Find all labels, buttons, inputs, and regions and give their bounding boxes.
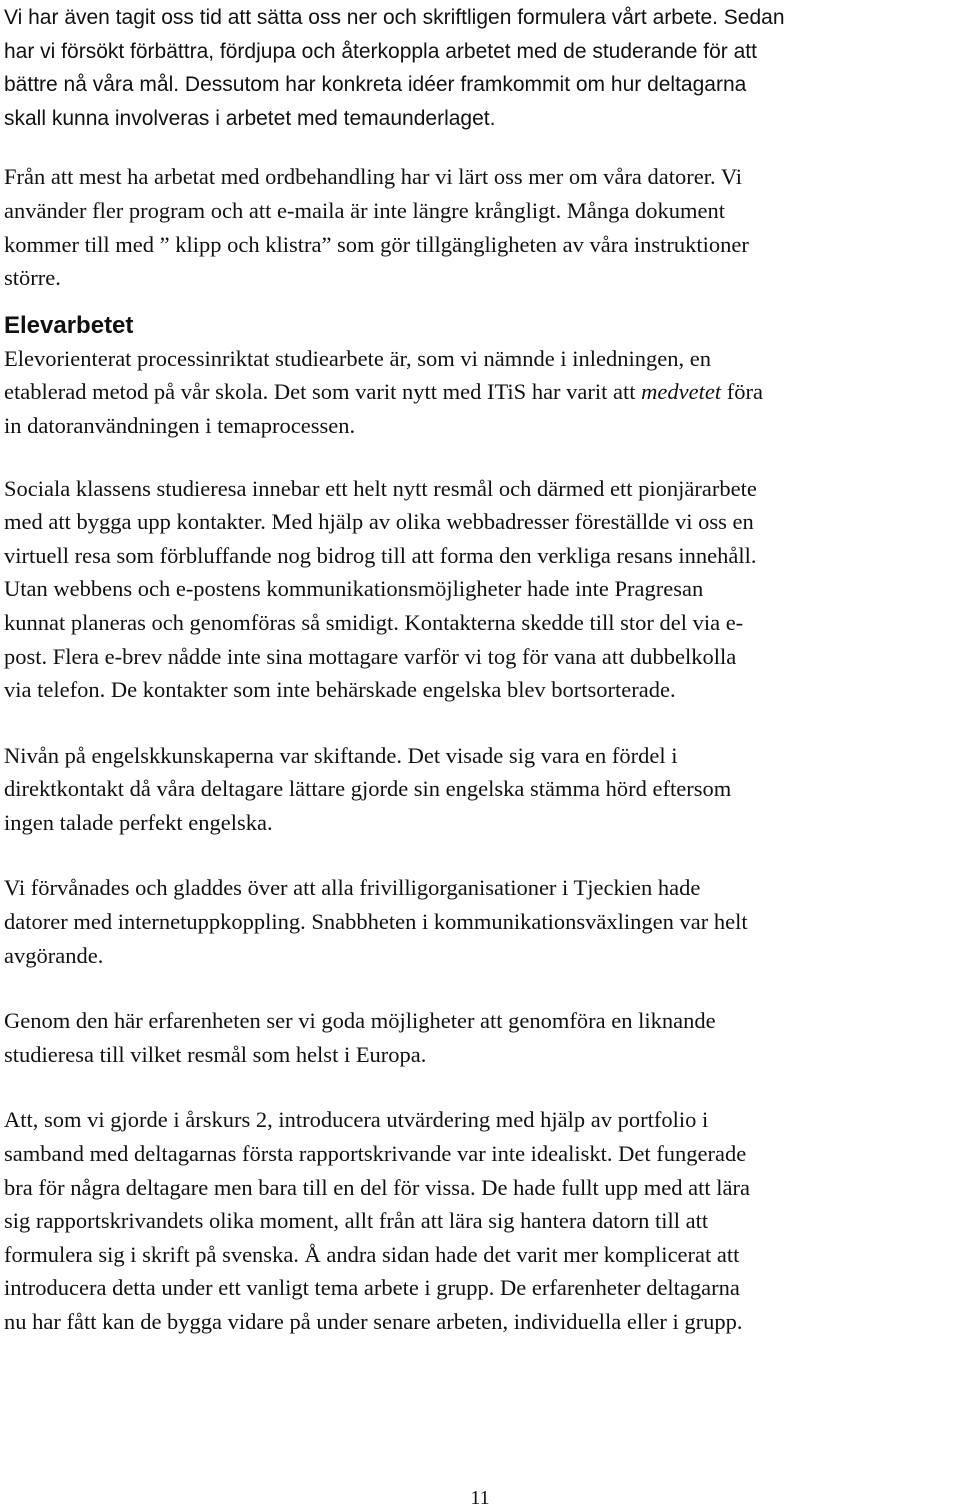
text-segment: etablerad metod på vår skola. Det som varit nytt med ITiS har varit att: [4, 379, 642, 405]
document-page: [4, 0, 954, 1339]
text-line: formulera sig i skrift på svenska. Å andra sidan hade det varit mer komplicerat att: [4, 1241, 740, 1267]
emphasized-word: medvetet: [641, 379, 722, 405]
section-heading: Elevarbetet: [4, 311, 134, 339]
text-line: Utan webbens och e-postens kommunikationsmöjligheter hade inte Pragresan: [4, 576, 704, 602]
paragraph-intro: [4, 1, 954, 135]
text-line: Elevorienterat processinriktat studiearbete är, som vi nämnde i inledningen, en: [4, 345, 711, 371]
text-line: direktkontakt då våra deltagare lättare gjorde sin engelska stämma hörd eftersom: [4, 776, 732, 802]
paragraph-portfolio: [4, 1103, 954, 1338]
text-line: använder fler program och att e-maila är inte längre krångligt. Många dokument: [4, 197, 725, 223]
text-line: samband med deltagarnas första rapportskrivande var inte idealiskt. Det fungerade: [4, 1141, 747, 1167]
text-line: studieresa till vilket resmål som helst i Europa.: [4, 1041, 427, 1067]
text-line: in datoranvändningen i temaprocessen.: [4, 412, 356, 438]
paragraph-gap: [4, 972, 954, 1002]
text-line: skall kunna involveras i arbetet med temaunderlaget.: [4, 106, 496, 130]
text-line: Vi förvånades och gladdes över att alla frivilligorganisationer i Tjeckien hade: [4, 875, 701, 901]
paragraph-elevarbetet: [4, 342, 954, 443]
text-line: bra för några deltagare men bara till en del för vissa. De hade fullt upp med att lära: [4, 1174, 750, 1200]
text-line: [4, 375, 954, 409]
paragraph-gap: [4, 1071, 954, 1101]
text-line: ingen talade perfekt engelska.: [4, 809, 273, 835]
text-line: bättre nå våra mål. Dessutom har konkreta idéer framkommit om hur deltagarna: [4, 73, 747, 97]
text-line: avgörande.: [4, 942, 104, 968]
paragraph-gap: [4, 839, 954, 869]
text-line: Att, som vi gjorde i årskurs 2, introducera utvärdering med hjälp av portfolio i: [4, 1107, 709, 1133]
page-number: 11: [470, 1487, 490, 1509]
text-line: nu har fått kan de bygga vidare på under senare arbeten, individuella eller i grupp.: [4, 1309, 743, 1334]
paragraph-engelska: [4, 739, 954, 840]
text-line: kommer till med ” klipp och klistra” som gör tillgängligheten av våra instruktioner: [4, 231, 749, 257]
paragraph-gap: [4, 707, 954, 737]
text-line: Vi har även tagit oss tid att sätta oss ner och skriftligen formulera vårt arbete. Sedan: [4, 6, 785, 29]
text-line: via telefon. De kontakter som inte behärskade engelska blev bortsorterade.: [4, 677, 676, 703]
text-segment: föra: [721, 379, 763, 405]
text-line: med att bygga upp kontakter. Med hjälp av olika webbadresser föreställde vi oss en: [4, 509, 754, 535]
text-line: datorer med internetuppkoppling. Snabbheten i kommunikationsväxlingen var helt: [4, 909, 748, 935]
text-line: post. Flera e-brev nådde inte sina mottagare varför vi tog för vana att dubbelkolla: [4, 643, 737, 669]
paragraph-europa: [4, 1004, 954, 1071]
paragraph-studieresa: [4, 472, 954, 707]
paragraph-tjeckien: [4, 871, 954, 972]
text-line: Från att mest ha arbetat med ordbehandling har vi lärt oss mer om våra datorer. Vi: [4, 164, 743, 190]
paragraph-computers: [4, 160, 954, 294]
text-line: Nivån på engelskkunskaperna var skiftande. Det visade sig vara en fördel i: [4, 742, 678, 768]
text-line: virtuell resa som förbluffande nog bidrog till att forma den verkliga resans innehåll.: [4, 542, 757, 568]
text-line: större.: [4, 265, 61, 291]
text-line: sig rapportskrivandets olika moment, allt från att lära sig hantera datorn till att: [4, 1208, 709, 1234]
paragraph-gap: [4, 443, 954, 473]
text-line: kunnat planeras och genomföras så smidigt. Kontakterna skedde till stor del via e-: [4, 609, 744, 635]
text-line: Genom den här erfarenheten ser vi goda möjligheter att genomföra en liknande: [4, 1008, 716, 1034]
text-line: har vi försökt förbättra, fördjupa och återkoppla arbetet med de studerande för att: [4, 39, 757, 63]
text-line: Sociala klassens studieresa innebar ett helt nytt resmål och därmed ett pionjärarbete: [4, 475, 757, 501]
text-line: introducera detta under ett vanligt tema arbete i grupp. De erfarenheter deltagarna: [4, 1275, 740, 1301]
